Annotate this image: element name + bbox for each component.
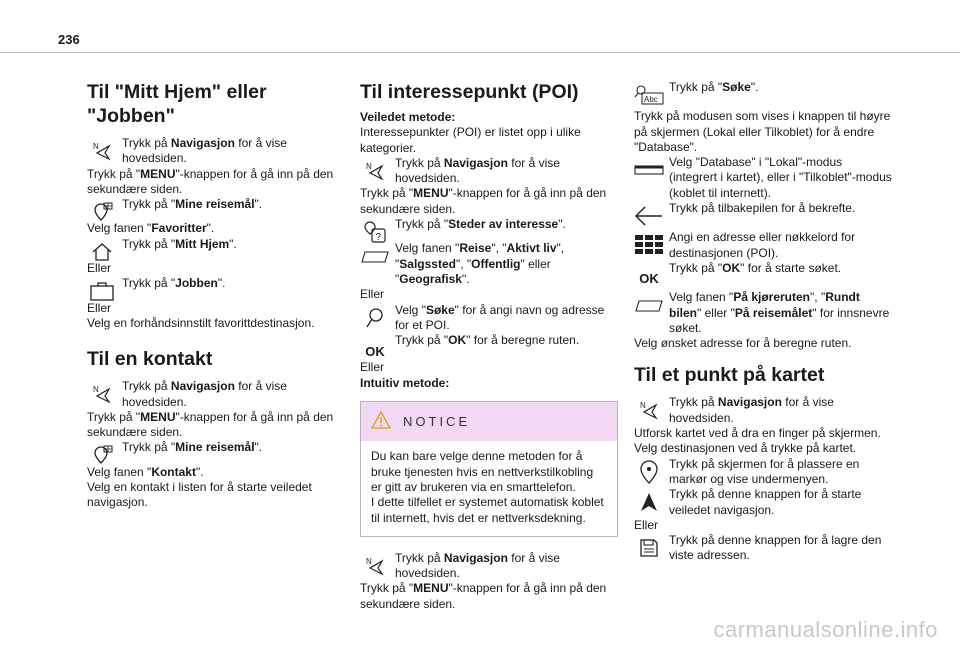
method-label: Veiledet metode:	[360, 110, 456, 124]
tab-icon	[634, 291, 664, 319]
step-lagre: Trykk på denne knappen for å lagre den viste adressen.	[634, 533, 892, 564]
search-pin-icon	[360, 304, 390, 332]
watermark: carmanualsonline.info	[713, 617, 938, 642]
home-icon	[87, 238, 117, 266]
step-jobben: Trykk på "Jobben".	[87, 276, 345, 291]
notice-header	[361, 402, 617, 441]
svg-text:N: N	[93, 385, 99, 395]
step-fanen: Velg fanen "På kjøreruten", "Rundt bilen" eller "På reisemålet" for innsnevre søket.	[634, 290, 892, 336]
step-soke: Velg "Søke" for å angi navn og adresse for et POI.	[360, 303, 618, 334]
text-velg-adresse: Velg ønsket adresse for å beregne ruten.	[634, 336, 852, 351]
notice-text: Du kan bare velge denne metoden for å bruke tjenesten hvis en nettverkstilkobling er gitt av brukeren via en smarttelefon. I dette tilfellet er systemet automatisk koblet til internett, hvis det er nettverksdekning.	[371, 449, 604, 525]
step-soke: Abc Trykk på "Søke".	[634, 80, 892, 95]
save-icon	[634, 534, 664, 562]
svg-text:?: ?	[375, 232, 382, 244]
navigation-icon	[87, 137, 117, 165]
svg-text:N: N	[93, 142, 99, 151]
text-poi-intro: Interessepunkter (POI) er listet opp i ulike kategorier.	[360, 125, 581, 155]
heading-punkt-kartet: Til et punkt på kartet	[634, 364, 825, 387]
svg-text:Abc: Abc	[644, 95, 658, 104]
step-navigasjon: N Trykk på Navigasjon for å vise hovedsiden.	[87, 379, 345, 410]
step-mitt-hjem: Trykk på "Mitt Hjem".	[87, 237, 345, 252]
step-markor: Trykk på skjermen for å plassere en markør og vise undermenyen.	[634, 457, 892, 488]
text-eller: Eller	[360, 360, 385, 375]
step-favoritter: Velg fanen "Favoritter".	[87, 221, 215, 236]
heading-mitt-hjem: Til "Mitt Hjem" eller "Jobben"	[87, 81, 267, 127]
text-eller: Eller	[87, 261, 112, 276]
navigation-icon	[634, 396, 664, 424]
step-navigasjon: N Trykk på Navigasjon for å vise hovedsiden.	[87, 136, 345, 167]
column-2	[360, 80, 618, 612]
keypad-icon	[634, 231, 664, 259]
heading-kontakt: Til en kontakt	[87, 348, 213, 371]
text-eller: Eller	[634, 517, 659, 532]
step-tilbakepil: Trykk på tilbakepilen for å bekrefte.	[634, 201, 892, 216]
step-start-nav: Trykk på denne knappen for å starte veiledet navigasjon.	[634, 487, 892, 518]
step-steder: ? Trykk på "Steder av interesse".	[360, 217, 618, 232]
step-navigasjon: N Trykk på Navigasjon for å vise hovedsiden.	[360, 551, 618, 582]
text-kontakt-liste: Velg en kontakt i listen for å starte veiledet navigasjon.	[87, 480, 312, 510]
svg-text:N: N	[640, 401, 646, 411]
step-navigasjon: N Trykk på Navigasjon for å vise hovedsiden.	[634, 395, 892, 426]
column-3	[634, 80, 892, 564]
destination-flag-icon	[87, 198, 117, 226]
svg-text:N: N	[366, 161, 372, 171]
text-favoritt: Velg en forhåndsinnstilt favorittdestinasjon.	[87, 315, 315, 330]
destination-flag-icon	[87, 441, 117, 469]
step-kontakt: Velg fanen "Kontakt".	[87, 464, 204, 479]
navigation-icon	[360, 552, 390, 580]
text-eller: Eller	[360, 287, 385, 302]
text-utforsk: Utforsk kartet ved å dra en finger på skjermen.	[634, 426, 881, 441]
tab-icon	[360, 242, 390, 270]
step-ok: OK Trykk på "OK" for å beregne ruten.	[360, 333, 618, 348]
svg-text:N: N	[366, 556, 372, 566]
step-mine-reisemal: Trykk på "Mine reisemål".	[87, 197, 345, 212]
map-pin-icon	[634, 458, 664, 486]
text-modus: Trykk på modusen som vises i knappen til høyre på skjermen (Lokal eller Tilkoblet) for å endre "Database".	[634, 109, 891, 154]
step-menu: Trykk på "MENU"-knappen for å gå inn på den sekundære siden.	[87, 409, 334, 440]
step-menu: Trykk på "MENU"-knappen for å gå inn på den sekundære siden.	[360, 581, 607, 611]
keyboard-search-icon	[634, 81, 664, 109]
step-mine-reisemal: Trykk på "Mine reisemål".	[87, 440, 345, 455]
step-fanen: Velg fanen "Reise", "Aktivt liv", "Salgssted", "Offentlig" eller "Geografisk".	[360, 241, 618, 287]
text-velg-destinasjon: Velg destinasjonen ved å trykke på kartet.	[634, 441, 857, 456]
method-label: Intuitiv metode:	[360, 375, 450, 390]
column-1	[87, 80, 345, 511]
page-number: 236	[58, 32, 80, 47]
ok-icon: OK	[365, 343, 385, 359]
step-database: Velg "Database" i "Lokal"-modus (integrert i kartet), eller i "Tilkoblet"-modus (koblet til internett).	[634, 155, 892, 201]
notice-box	[360, 401, 618, 537]
step-menu: Trykk på "MENU"-knappen for å gå inn på den sekundære siden.	[87, 166, 334, 196]
notice-title: NOTICE	[403, 414, 471, 430]
ok-icon: OK	[639, 271, 659, 287]
database-toggle-icon	[634, 156, 664, 184]
step-adresse: Angi en adresse eller nøkkelord for destinasjonen (POI).	[634, 230, 892, 261]
heading-poi: Til interessepunkt (POI)	[360, 81, 579, 103]
warning-icon	[371, 411, 403, 432]
step-navigasjon: N Trykk på Navigasjon for å vise hovedsiden.	[360, 156, 618, 187]
back-arrow-icon	[634, 202, 664, 230]
step-ok: OK Trykk på "OK" for å starte søket.	[634, 261, 892, 276]
navigation-arrow-icon	[634, 488, 664, 516]
text-eller: Eller	[87, 300, 112, 315]
navigation-icon	[360, 157, 390, 185]
navigation-icon	[87, 380, 117, 408]
top-divider	[0, 52, 960, 53]
briefcase-icon	[87, 277, 117, 305]
step-menu: Trykk på "MENU"-knappen for å gå inn på den sekundære siden.	[360, 186, 607, 216]
